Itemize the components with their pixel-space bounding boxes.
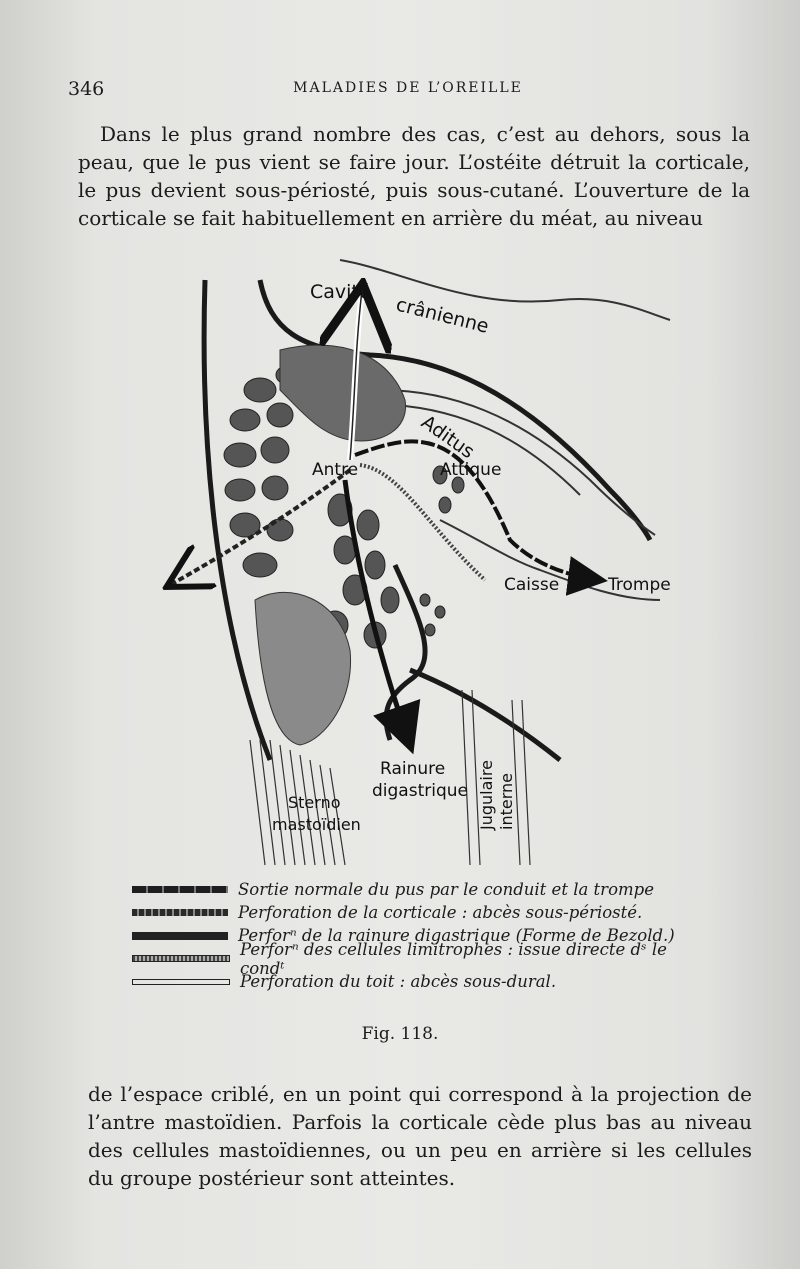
label-caisse: Caisse bbox=[504, 575, 560, 595]
legend-swatch bbox=[132, 979, 230, 985]
legend-swatch bbox=[132, 909, 228, 916]
legend-text: Perforⁿ des cellules limitrophes : issue directe dˢ le condᵗ bbox=[240, 939, 667, 978]
legend-text: Sortie normale du pus par le conduit et la trompe bbox=[238, 880, 654, 899]
legend-text: Perforation du toit : abcès sous-dural. bbox=[240, 972, 557, 991]
legend-text: Perforation de la corticale : abcès sous-périosté. bbox=[238, 903, 643, 922]
label-aditus: Aditus bbox=[417, 411, 479, 464]
legend-swatch bbox=[132, 932, 228, 940]
legend-row-limitrophes bbox=[132, 939, 692, 978]
label-jugulaire: Jugulaire bbox=[477, 760, 496, 830]
label-mastoidien: mastoïdien bbox=[272, 815, 361, 834]
label-sterno: Sterno bbox=[288, 793, 341, 812]
running-head: MALADIES DE L’OREILLE bbox=[293, 80, 523, 96]
figure-drawing bbox=[140, 240, 700, 880]
legend-swatch bbox=[132, 955, 230, 962]
label-cavite: Cavité bbox=[310, 281, 371, 303]
page-number: 346 bbox=[68, 78, 105, 100]
legend-row-cortical bbox=[132, 901, 692, 924]
label-cranienne: crânienne bbox=[393, 293, 491, 338]
figure-caption: Fig. 118. bbox=[361, 1024, 439, 1044]
legend-swatch bbox=[132, 886, 228, 893]
label-trompe: Trompe bbox=[608, 575, 671, 595]
label-attique: Attique bbox=[440, 460, 502, 480]
figure-legend bbox=[132, 878, 692, 993]
paragraph-bottom: de l’espace criblé, en un point qui correspond à la projection de l’antre mastoïdien. Parfois la corticale cède plus bas au niveau des cellules mastoïdiennes, ou un peu en arrière si les cellules du groupe postérieur sont atteintes. bbox=[88, 1082, 752, 1190]
legend-row-normal bbox=[132, 878, 692, 901]
anatomical-figure bbox=[140, 240, 700, 880]
label-antre: Antre bbox=[312, 460, 359, 480]
legend-text: Perforⁿ de la rainure digastrique (Forme de Bezold.) bbox=[238, 926, 675, 945]
label-rainure: Rainure bbox=[380, 759, 446, 779]
paragraph-top: Dans le plus grand nombre des cas, c’est au dehors, sous la peau, que le pus vient se faire jour. L’ostéite détruit la corticale, le pus devient sous-périosté, puis sous-cutané. L’ouverture de la corticale se fait habituellement en arrière du méat, au niveau bbox=[78, 122, 750, 230]
label-digastrique: digastrique bbox=[372, 781, 468, 801]
label-interne: interne bbox=[497, 773, 516, 830]
page-header bbox=[68, 78, 748, 102]
